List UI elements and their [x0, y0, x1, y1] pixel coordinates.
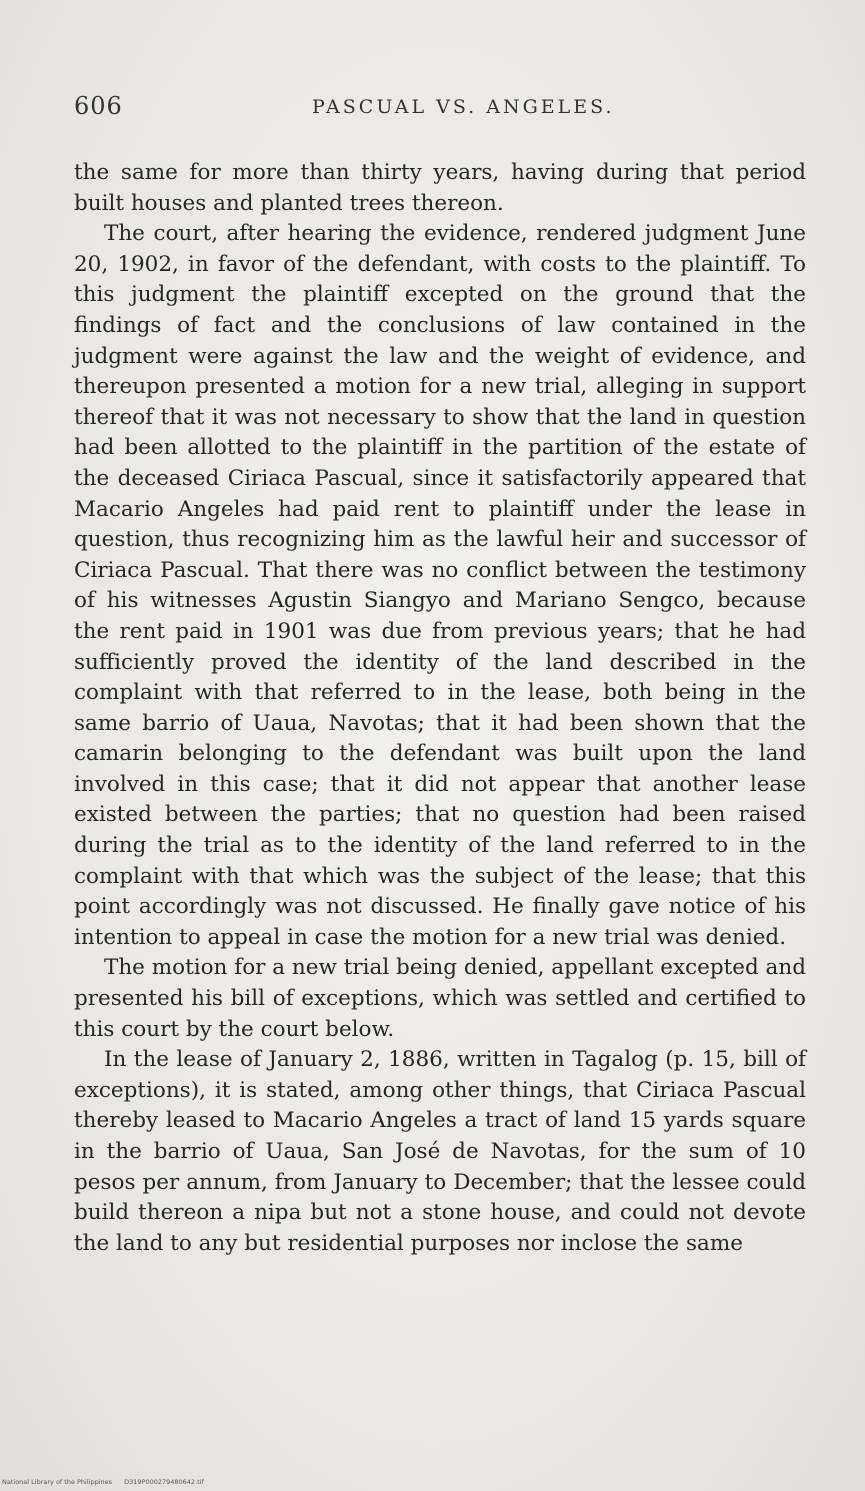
scan-identifier: D319P000279480642.tif — [124, 1478, 204, 1486]
body-text — [74, 158, 806, 1259]
scan-footer — [2, 1478, 204, 1486]
paragraph: the same for more than thirty years, having during that period built houses and planted trees thereon. — [74, 160, 806, 216]
library-name: National Library of the Philippines — [2, 1478, 113, 1486]
paragraph: The motion for a new trial being denied, appellant excepted and presented his bill of exceptions, which was settled and certified to this court by the court below. — [74, 955, 806, 1042]
running-title: PASCUAL VS. ANGELES. — [312, 96, 615, 118]
paragraph: In the lease of January 2, 1886, written in Tagalog (p. 15, bill of exceptions), it is stated, among other things, that Ciriaca Pascual thereby leased to Macario Angeles a tract of land 15 yards square in the barrio of Uaua, San José de Navotas, for the sum of 10 pesos per annum, from January to December; that the lessee could build thereon a nipa but not a stone house, and could not devote the land to any but residential purposes nor inclose the same — [74, 1047, 806, 1256]
page-header — [74, 92, 804, 132]
paragraph: The court, after hearing the evidence, rendered judgment June 20, 1902, in favor of the defendant, with costs to the plaintiff. To this judgment the plaintiff excepted on the ground that the findings of fact and the conclusions of law contained in the judgment were against the law and the weight of evidence, and thereupon presented a motion for a new trial, alleging in support thereof that it was not necessary to show that the land in question had been allotted to the plaintiff in the partition of the estate of the deceased Ciriaca Pascual, since it satisfactorily appeared that Macario Angeles had paid rent to plaintiff under the lease in question, thus recognizing him as the lawful heir and successor of Ciriaca Pascual. That there was no conflict between the testimony of his witnesses Agustin Siangyo and Mariano Sengco, because the rent paid in 1901 was due from previous years; that he had sufficiently proved the identity of the land described in the complaint with that referred to in the lease, both being in the same barrio of Uaua, Navotas; that it had been shown that the camarin belonging to the defendant was built upon the land involved in this case; that it did not appear that another lease existed between the parties; that no question had been raised during the trial as to the identity of the land referred to in the complaint with that which was the subject of the lease; that this point accordingly was not discussed. He finally gave notice of his intention to appeal in case the motion for a new trial was denied. — [74, 221, 806, 950]
page-number: 606 — [74, 92, 123, 120]
